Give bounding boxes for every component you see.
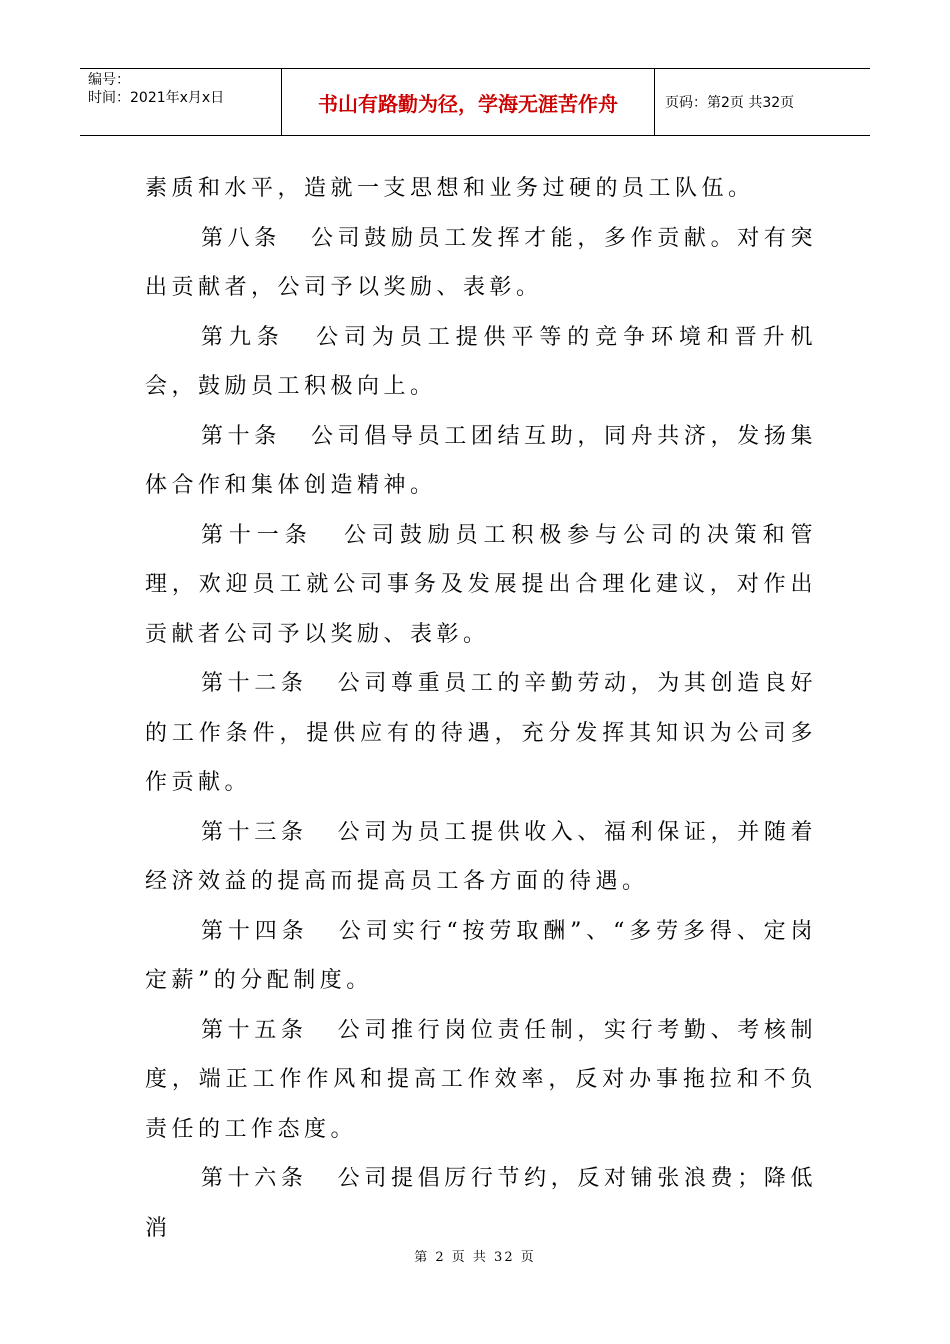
article-paragraph: [145, 907, 817, 1006]
continued-paragraph: [145, 164, 817, 214]
document-time-label: 时间：2021年x月x日: [88, 90, 225, 106]
article-text: 公司提倡厉行节约，反对铺张浪费；降低消: [145, 1166, 817, 1241]
header-page-info: 页码：第2页 共32页: [665, 95, 795, 111]
article-number: 第十四条: [201, 918, 309, 944]
article-paragraph: [145, 412, 817, 511]
article-paragraph: [145, 808, 817, 907]
header-meta: [80, 69, 282, 135]
article-text: 公司鼓励员工积极参与公司的决策和管理，欢迎员工就公司事务及发展提出合理化建议，对作出贡献者公司予以奖励、表彰。: [145, 522, 817, 647]
article-number: 第十条: [201, 423, 281, 449]
article-text: 公司推行岗位责任制，实行考勤、考核制度，端正工作作风和提高工作效率，反对办事拖拉和不负责任的工作态度。: [145, 1017, 817, 1142]
article-text: 公司鼓励员工发挥才能，多作贡献。对有突出贡献者，公司予以奖励、表彰。: [145, 225, 817, 300]
article-text: 公司为员工提供平等的竞争环境和晋升机会，鼓励员工积极向上。: [145, 324, 817, 399]
article-text: 素质和水平，造就一支思想和业务过硬的员工队伍。: [145, 176, 755, 201]
article-paragraph: [145, 1006, 817, 1155]
article-paragraph: [145, 214, 817, 313]
article-number: 第八条: [201, 225, 281, 251]
article-paragraph: [145, 1154, 817, 1253]
article-paragraph: [145, 511, 817, 660]
document-body: [145, 164, 817, 1253]
article-text: 公司倡导员工团结互助，同舟共济，发扬集体合作和集体创造精神。: [145, 423, 817, 498]
article-number: 第十一条: [201, 522, 313, 548]
article-text: 公司为员工提供收入、福利保证，并随着经济效益的提高而提高员工各方面的待遇。: [145, 819, 817, 894]
article-number: 第十二条: [201, 671, 308, 696]
article-number: 第十六条: [201, 1166, 308, 1191]
article-paragraph: [145, 659, 817, 808]
page-footer: 第 2 页 共 32 页: [414, 1250, 536, 1265]
article-text: 公司尊重员工的辛勤劳动，为其创造良好的工作条件，提供应有的待遇，充分发挥其知识为公司多作贡献。: [145, 671, 817, 795]
document-number-label: 编号：: [88, 72, 130, 88]
article-number: 第十三条: [201, 819, 308, 845]
page-header: [80, 68, 870, 136]
article-number: 第十五条: [201, 1017, 308, 1043]
article-text: 公司实行“按劳取酬”、“多劳多得、定岗定薪”的分配制度。: [145, 918, 817, 993]
article-paragraph: [145, 313, 817, 412]
header-motto: 书山有路勤为径，学海无涯苦作舟: [282, 69, 655, 135]
article-number: 第九条: [201, 324, 285, 350]
